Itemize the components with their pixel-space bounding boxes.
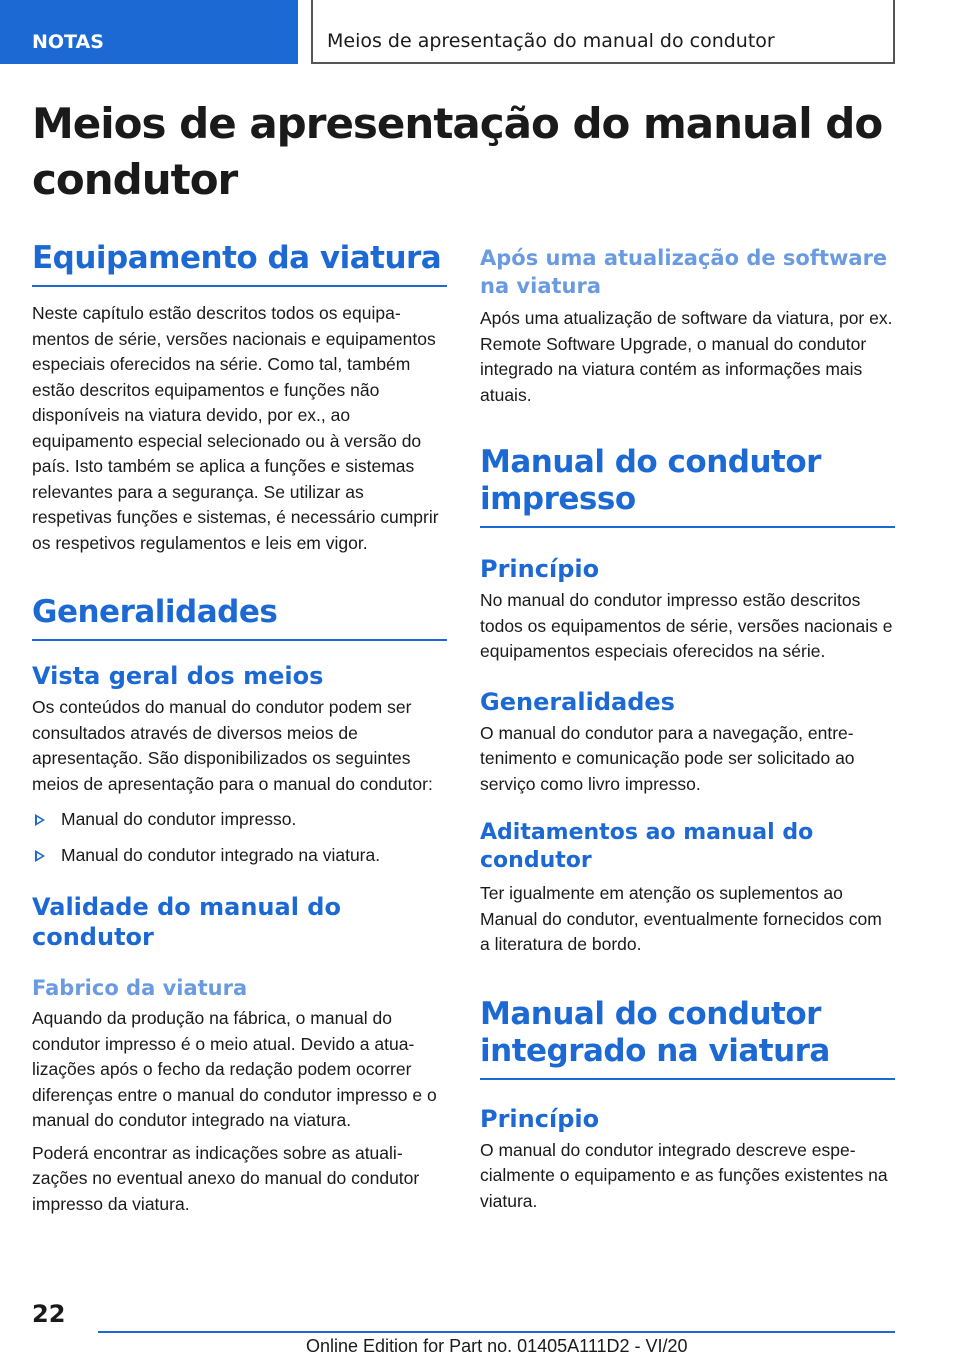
right-column <box>480 244 895 1214</box>
running-title: Meios de apresentação do manual do condutor <box>311 0 895 64</box>
text-equipamento: Neste capítulo estão descritos todos os equipamentos de série, versões nacionais e equipamentos especiais oferecidos na série. Como tal, também estão descritos equipamentos e funções não disponíveis na viatura devido, por ex., ao equipamento especial selecionado ou à versão do país. Isto também se aplica a funções e sistemas relevantes para a segurança. Se utilizar as respetivas funções e sistemas, é necessário cumprir os respetivos regulamentos e leis em vigor. <box>32 303 439 553</box>
text-fabrico-2: Poderá encontrar as indicações sobre as atualizações no eventual anexo do manual do condutor impresso da viatura. <box>32 1142 420 1214</box>
heading-principio-integrado: Princípio <box>480 1104 600 1133</box>
heading-fabrico: Fabrico da viatura <box>32 976 248 1000</box>
heading-vista-geral: Vista geral dos meios <box>32 662 324 690</box>
heading-apos-atualizacao: Após uma atualização de software na viatura <box>480 246 888 298</box>
triangle-bullet-icon <box>35 850 45 862</box>
left-column <box>32 240 447 1217</box>
media-list <box>32 807 447 868</box>
heading-generalidades-impresso: Generalidades <box>480 687 675 716</box>
triangle-bullet-icon <box>35 814 45 826</box>
footer-divider <box>98 1331 895 1333</box>
text-principio-integrado: O manual do condutor integrado descreve especialmente o equipamento e as funções existentes na viatura. <box>480 1139 888 1211</box>
heading-equipamento: Equipamento da viatura <box>32 240 447 287</box>
heading-generalidades: Generalidades <box>32 594 447 641</box>
text-principio-impresso: No manual do condutor impresso estão descritos todos os equipamentos de série, versões nacionais e equipamentos especiais oferecidos na série. <box>480 590 893 661</box>
heading-aditamentos: Aditamentos ao manual do condutor <box>480 820 814 873</box>
heading-manual-integrado: Manual do condutor integrado na viatura <box>480 996 895 1080</box>
section-tab: NOTAS <box>0 0 298 64</box>
text-apos-atualizacao: Após uma atualização de software da viatura, por ex. Remote Software Upgrade, o manual do condutor integrado na viatura contém as informações mais atuais. <box>480 308 893 405</box>
text-aditamentos: Ter igualmente em atenção os suplementos ao Manual do condutor, eventualmente fornecidos com a literatura de bordo. <box>480 883 882 954</box>
heading-principio-impresso: Princípio <box>480 555 600 583</box>
list-item: Manual do condutor integrado na viatura. <box>32 843 447 869</box>
text-vista-geral: Os conteúdos do manual do condutor podem ser consultados através de diversos meios de apresentação. São disponibilizados os seguintes meios de apresentação para o manual do condutor: <box>32 697 433 794</box>
list-item: Manual do condutor impresso. <box>32 807 447 833</box>
edition-footer: Online Edition for Part no. 01405A111D2 - VI/20 <box>306 1336 688 1356</box>
text-fabrico-1: Aquando da produção na fábrica, o manual do condutor impresso é o meio atual. Devido a atualizações após o fecho da redação podem ocorrer diferenças entre o manual do condutor impresso e o manual do condutor integrado na viatura. <box>32 1008 437 1130</box>
heading-validade: Validade do manual do condutor <box>32 893 341 951</box>
text-generalidades-impresso: O manual do condutor para a navegação, entretenimento e comunicação pode ser solicitado ao serviço como livro impresso. <box>480 722 855 794</box>
heading-manual-impresso: Manual do condutor impresso <box>480 444 895 528</box>
page-title: Meios de apresentação do manual do condutor <box>32 99 883 204</box>
page-number: 22 <box>32 1300 66 1328</box>
